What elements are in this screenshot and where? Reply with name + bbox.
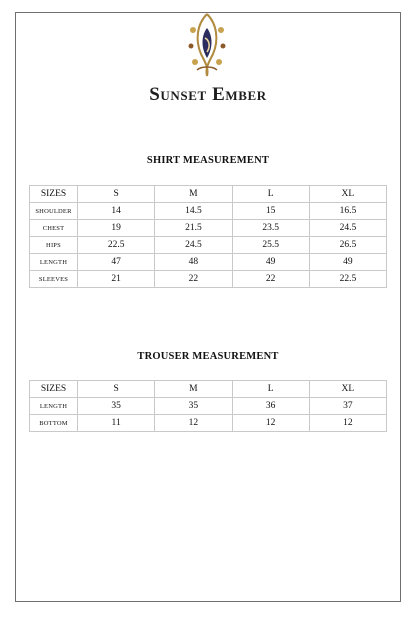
header-cell: S xyxy=(78,381,155,398)
table-cell: 26.5 xyxy=(309,237,386,254)
row-label: LENGTH xyxy=(30,398,78,415)
header-cell: SIZES xyxy=(30,186,78,203)
header-cell: L xyxy=(232,381,309,398)
table-cell: 15 xyxy=(232,203,309,220)
table-cell: 22 xyxy=(155,271,232,288)
table-cell: 37 xyxy=(309,398,386,415)
table-cell: 49 xyxy=(309,254,386,271)
table-cell: 49 xyxy=(232,254,309,271)
table-row xyxy=(30,237,387,254)
header-cell: S xyxy=(78,186,155,203)
table-row xyxy=(30,271,387,288)
header-cell: L xyxy=(232,186,309,203)
header-cell: M xyxy=(155,381,232,398)
row-label: HIPS xyxy=(30,237,78,254)
table-cell: 12 xyxy=(309,415,386,432)
table-header-row xyxy=(30,186,387,203)
table-cell: 11 xyxy=(78,415,155,432)
header-cell: SIZES xyxy=(30,381,78,398)
table-cell: 22 xyxy=(232,271,309,288)
table-cell: 21 xyxy=(78,271,155,288)
table-cell: 36 xyxy=(232,398,309,415)
row-label: CHEST xyxy=(30,220,78,237)
table-cell: 16.5 xyxy=(309,203,386,220)
table-cell: 19 xyxy=(78,220,155,237)
brand-logo xyxy=(183,10,231,80)
table-cell: 35 xyxy=(78,398,155,415)
table-row xyxy=(30,203,387,220)
trouser-table xyxy=(29,380,387,432)
table-header-row xyxy=(30,381,387,398)
table-cell: 24.5 xyxy=(309,220,386,237)
table-cell: 23.5 xyxy=(232,220,309,237)
table-row xyxy=(30,398,387,415)
shirt-section-title: SHIRT MEASUREMENT xyxy=(146,155,270,166)
trouser-section-title: TROUSER MEASUREMENT xyxy=(137,351,279,362)
table-cell: 14.5 xyxy=(155,203,232,220)
table-cell: 48 xyxy=(155,254,232,271)
table-cell: 25.5 xyxy=(232,237,309,254)
header-cell: XL xyxy=(309,186,386,203)
table-cell: 21.5 xyxy=(155,220,232,237)
row-label: SHOULDER xyxy=(30,203,78,220)
shirt-table xyxy=(29,185,387,288)
table-cell: 12 xyxy=(155,415,232,432)
table-cell: 47 xyxy=(78,254,155,271)
table-cell: 24.5 xyxy=(155,237,232,254)
table-row xyxy=(30,415,387,432)
table-row xyxy=(30,220,387,237)
table-cell: 12 xyxy=(232,415,309,432)
row-label: BOTTOM xyxy=(30,415,78,432)
row-label: LENGTH xyxy=(30,254,78,271)
table-cell: 22.5 xyxy=(309,271,386,288)
table-cell: 35 xyxy=(155,398,232,415)
header-cell: M xyxy=(155,186,232,203)
header-cell: XL xyxy=(309,381,386,398)
brand-name: Sunset Ember xyxy=(149,84,267,105)
table-cell: 14 xyxy=(78,203,155,220)
row-label: SLEEVES xyxy=(30,271,78,288)
table-cell: 22.5 xyxy=(78,237,155,254)
table-row xyxy=(30,254,387,271)
